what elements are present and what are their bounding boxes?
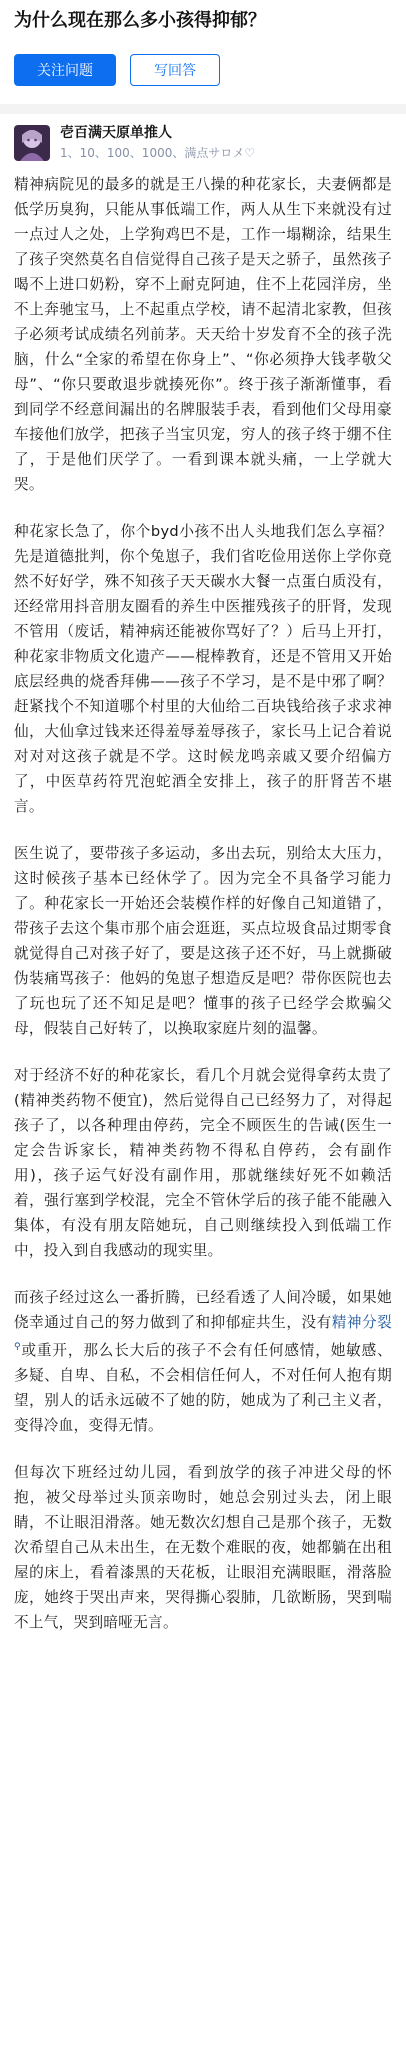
divider — [0, 104, 406, 114]
question-header — [0, 0, 406, 86]
paragraph-text: 而孩子经过这么一番折腾，已经看透了人间冷暖，如果她侥幸通过自己的努力做到了和抑郁症共生，没有 — [14, 1289, 392, 1331]
keyword-link[interactable]: 精神分裂 — [331, 1314, 392, 1331]
author-headline: 1、10、100、1000、满点サロメ♡ — [60, 146, 256, 160]
author-card — [0, 114, 406, 162]
search-icon[interactable]: ⚲ — [14, 1342, 21, 1352]
author-info — [60, 124, 255, 162]
answer-paragraph: 医生说了，要带孩子多运动，多出去玩，别给太大压力，这时候孩子基本已经休学了。因为完全不具备学习能力了。种花家长一开始还会装模作样的好像自己知道错了，带孩子去这个集市那个庙会逛逛，买点垃圾食品过期零食就觉得自己对孩子好了，要是这孩子还不好，马上就撕破伪装痛骂孩子：他妈的兔崽子想造反是吧？带你医院也去了玩也玩了还不知足是吧？懂事的孩子已经学会欺骗父母，假装自己好转了，以换取家庭片刻的温馨。 — [14, 845, 392, 1037]
question-title[interactable]: 为什么现在那么多小孩得抑郁？ — [14, 10, 266, 31]
answer-paragraph: 精神病院见的最多的就是王八操的种花家长，夫妻俩都是低学历臭狗，只能从事低端工作，两人从生下来就没有过一点过人之处，上学狗鸡巴不是，工作一塌糊涂，结果生了孩子突然莫名自信觉得自己孩子是天之骄子，虽然孩子喝不上进口奶粉，穿不上耐克阿迪，住不上花园洋房，坐不上奔驰宝马，上不起重点学校，请不起清北家教，但孩子必须考试成绩名列前茅。天天给十岁发育不全的孩子洗脑，什么“全家的希望在你身上”、“你必须挣大钱孝敬父母”、“你只要敢退步就揍死你”。终于孩子渐渐懂事，看到同学不经意间漏出的名牌服装手表，看到他们父母用豪车接他们放学，把孩子当宝贝宠，穷人的孩子终于绷不住了，于是他们厌学了。一看到课本就头痛，一上学就大哭。 — [14, 176, 392, 493]
answer-content — [0, 162, 406, 1635]
avatar[interactable] — [14, 125, 50, 161]
question-actions — [14, 54, 392, 86]
answer-paragraph: 但每次下班经过幼儿园，看到放学的孩子冲进父母的怀抱，被父母举过头顶亲吻时，她总会别过头去，闭上眼睛，不让眼泪滑落。她无数次幻想自己是那个孩子，无数次希望自己从未出生，在无数个难眠的夜，她都躺在出租屋的床上，看着漆黑的天花板，让眼泪充满眼眶，滑落脸庞，她终于哭出声来，哭得撕心裂肺，几欲断肠，哭到喘不上气，哭到暗哑无言。 — [14, 1463, 392, 1631]
avatar-image — [14, 125, 50, 161]
write-answer-button[interactable]: 写回答 — [130, 54, 220, 86]
answer-paragraph: 对于经济不好的种花家长，看几个月就会觉得拿药太贵了(精神类药物不便宜)，然后觉得自己已经努力了，对得起孩子了，以各种理由停药，完全不顾医生的告诫(医生一定会告诉家长，精神类药物不得私自停药，会有副作用)，孩子运气好没有副作用，那就继续好死不如赖活着，强行塞到学校混，完全不管休学后的孩子能不能融入集体，有没有朋友陪她玩，自己则继续投入到低端工作中，投入到自我感动的现实里。 — [14, 1067, 392, 1259]
follow-question-button[interactable]: 关注问题 — [14, 54, 116, 86]
paragraph-text: 或重开，那么长大后的孩子不会有任何感情，她敏感、多疑、自卑、自私，不会相信任何人，不对任何人抱有期望，别人的话永远破不了她的防，她成为了利己主义者，变得冷血，变得无情。 — [14, 1341, 392, 1434]
answer-paragraph: 种花家长急了，你个byd小孩不出人头地我们怎么享福？先是道德批判，你个兔崽子，我们省吃俭用送你上学你竟然不好好学，殊不知孩子天天碳水大餐一点蛋白质没有，还经常用抖音朋友圈看的养生中医摧残孩子的肝肾，发现不管用（废话，精神病还能被你骂好了？）后马上开打，种花家非物质文化遗产——棍棒教育，还是不管用又开始底层经典的烧香拜佛——孩子不学习，是不是中邪了啊？赶紧找个不知道哪个村里的大仙给二百块钱给孩子求求神仙，大仙拿过钱来还得羞辱羞辱孩子，家长马上记合着说对对对这孩子就是不学。这时候龙鸣亲戚又要介绍偏方了，中医草药符咒泡蛇酒全安排上，孩子的肝肾苦不堪言。 — [14, 523, 392, 815]
answer-paragraph — [14, 1285, 392, 1438]
author-name[interactable]: 壱百满天原单推人 — [60, 125, 172, 141]
